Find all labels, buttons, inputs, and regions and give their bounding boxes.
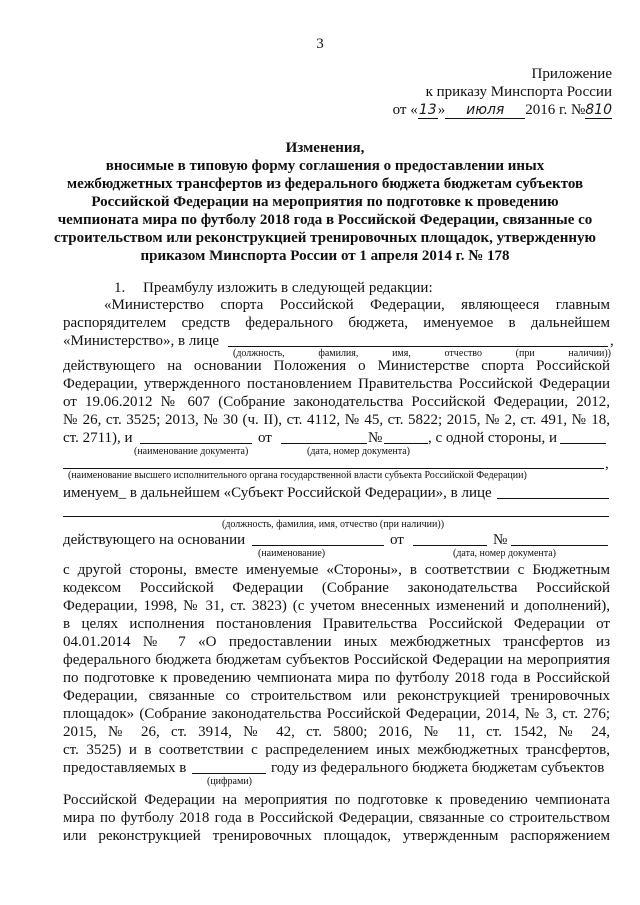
field-caption: (наименование документа) (134, 446, 249, 457)
field-caption: (цифрами) (207, 776, 252, 787)
preamble-line: площадок» (Собрание законодательства Российской Федерации, 2014, № 3, ст. 276; (63, 706, 610, 722)
title-line-6: строительством или реконструкцией тренировочных площадок, утвержденную (54, 230, 596, 246)
blank-line (413, 545, 487, 546)
preamble-line: именуем_ в дальнейшем «Субъект Российской Федерации», в лице (63, 485, 492, 501)
preamble-text: ст. 2711), и (63, 430, 133, 446)
preamble-text: предоставляемых в (63, 760, 187, 776)
preamble-line: от 19.06.2012 № 607 (Собрание законодательства Российской Федерации, 2012, (63, 394, 610, 410)
preamble-line: «Министерство спорта Российской Федерации, являющееся главным (104, 297, 610, 313)
title-line-2: вносимые в типовую форму соглашения о предоставлении иных (105, 158, 545, 174)
title-line-4: Российской Федерации на мероприятия по подготовке к проведению (91, 194, 559, 210)
preamble-line: кодексом Российской Федерации (Собрание законодательства Российской (63, 580, 610, 596)
preamble-text: действующего на основании (63, 532, 246, 548)
blank-line (252, 545, 384, 546)
blank-line (511, 545, 608, 546)
appendix-order-ref: к приказу Минспорта России (425, 84, 612, 100)
item-1-text: Преамбулу изложить в следующей редакции: (143, 280, 433, 296)
blank-line (228, 346, 608, 347)
handwritten-number: 810 (585, 102, 612, 118)
preamble-text: от (258, 430, 272, 446)
handwritten-month: июля (445, 102, 525, 119)
appendix-date-line: от «13» июля 2016 г. №810 (392, 102, 612, 118)
title-line-3: межбюджетных трансфертов из федерального бюджета бюджетам субъектов (66, 176, 584, 192)
field-caption: (должность, фамилия, имя, отчество (при наличии)) (233, 348, 611, 359)
title-line-5: чемпионата мира по футболу 2018 года в Российской Федерации, связанные со (57, 212, 593, 228)
preamble-line: в целях исполнения постановления Правительства Российской Федерации от (63, 616, 610, 632)
comma: , (610, 333, 614, 349)
blank-line (281, 443, 367, 444)
blank-line (560, 443, 606, 444)
field-caption: (наименование высшего исполнительного органа государственной власти субъекта Российской Федерации) (68, 470, 527, 481)
preamble-line: распорядителем средств федерального бюджета, именуемое в дальнейшем (63, 315, 610, 331)
preamble-text: № (368, 430, 383, 446)
title-line-7: приказом Минспорта России от 1 апреля 2014 г. № 178 (140, 248, 510, 264)
preamble-line: 2015, № 26, ст. 3914, № 42, ст. 5800; 2016, № 11, ст. 1542, № 24, (63, 724, 610, 740)
preamble-line: с другой стороны, вместе именуемые «Стороны», в соответствии с Бюджетным (63, 562, 610, 578)
preamble-line: ст. 3525) и в соответствии с распределением иных межбюджетных трансфертов, (63, 742, 610, 758)
preamble-line: № 26, ст. 3525; 2013, № 30 (ч. II), ст. 4112, № 45, ст. 5822; 2015, № 2, ст. 491, № 18, (63, 412, 610, 428)
item-1-number: 1. (114, 280, 126, 296)
field-caption: (дата, номер документа) (453, 548, 557, 559)
preamble-line: Федерации, связанные со строительством или реконструкцией тренировочных (63, 688, 610, 704)
blank-line (384, 443, 428, 444)
preamble-line: по подготовке к проведению чемпионата мира по футболу 2018 года в Российской (63, 670, 610, 686)
preamble-line: мира по футболу 2018 года в Российской Федерации, связанные со строительством (63, 810, 610, 826)
preamble-line: Федерации, 1998, № 31, ст. 3823) (с учетом внесенных изменений и дополнений), (63, 598, 610, 614)
preamble-line: Российской Федерации на мероприятия по подготовке к проведению чемпионата (63, 792, 610, 808)
preamble-text: № (493, 532, 508, 548)
preamble-line: или реконструкцией тренировочных площадок, утвержденным распоряжением (63, 828, 610, 844)
preamble-text: году из федерального бюджета бюджетам субъектов (271, 760, 605, 776)
preamble-line: федерального бюджета бюджетам субъектов Российской Федерации на мероприятия (63, 652, 610, 668)
preamble-text: от (390, 532, 404, 548)
page-number: 3 (316, 36, 324, 52)
handwritten-day: 13 (418, 102, 437, 118)
title-line-1: Изменения, (285, 140, 365, 156)
blank-line (192, 773, 266, 774)
blank-line (140, 443, 252, 444)
preamble-line: 04.01.2014 № 7 «О предоставлении иных межбюджетных трансфертов из (63, 634, 610, 650)
preamble-text: , с одной стороны, и (428, 430, 558, 446)
blank-line (63, 516, 609, 517)
field-caption: (дата, номер документа) (307, 446, 411, 457)
field-caption: (наименование) (258, 548, 326, 559)
preamble-line: «Министерство», в лице (63, 333, 220, 349)
preamble-line: действующего на основании Положения о Министерстве спорта Российской (63, 358, 610, 374)
field-caption: (должность, фамилия, имя, отчество (при наличии)) (222, 519, 445, 530)
blank-line (497, 498, 609, 499)
appendix-heading: Приложение (531, 66, 612, 82)
preamble-line: Федерации, утвержденного постановлением Правительства Российской Федерации (63, 376, 610, 392)
blank-line (63, 468, 604, 469)
comma: , (605, 456, 609, 472)
